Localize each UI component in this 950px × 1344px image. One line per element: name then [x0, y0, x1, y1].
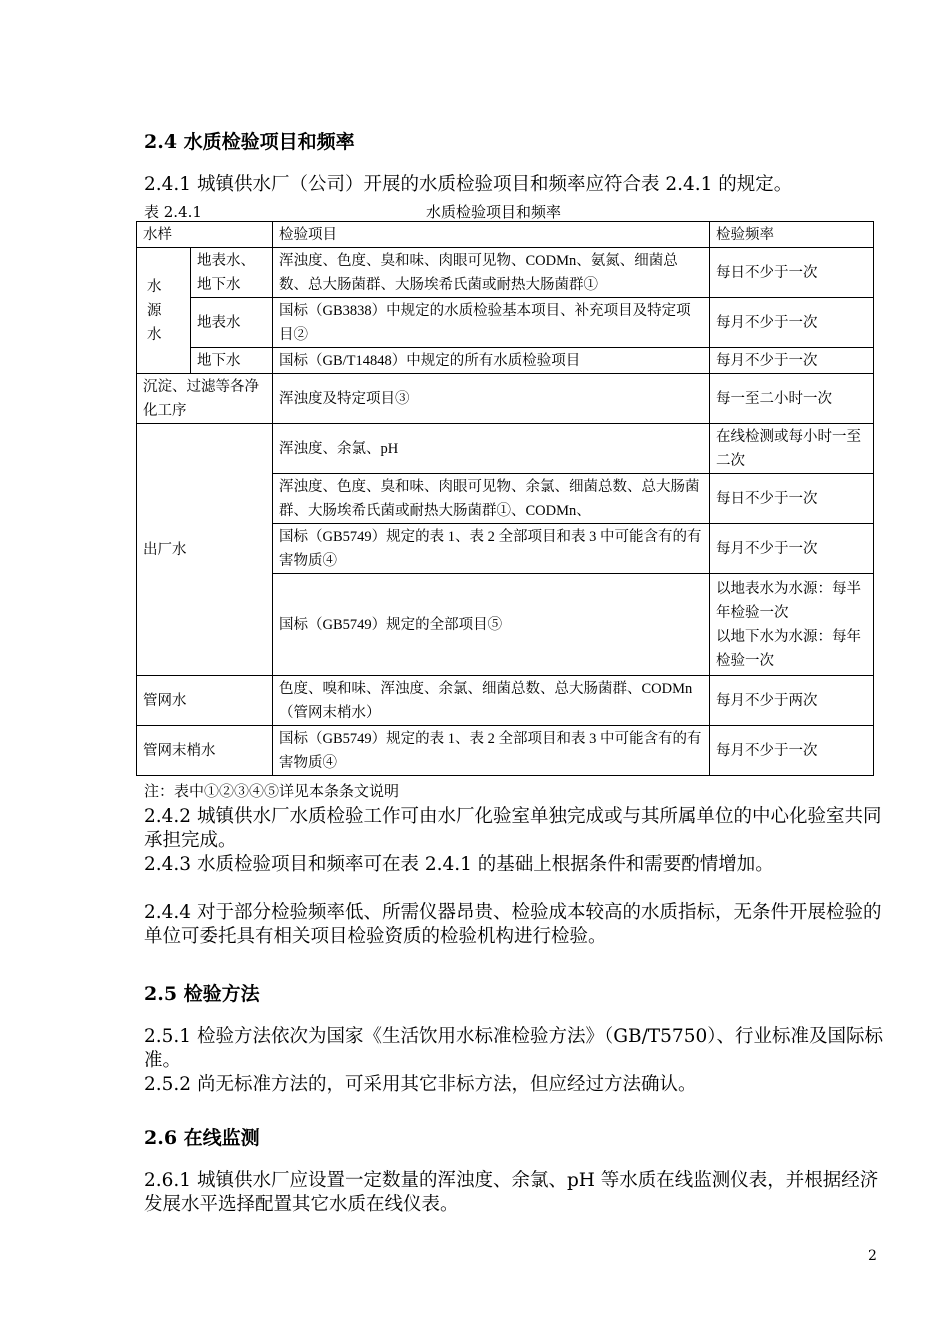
- paragraph-2-4-3: 2.4.3 水质检验项目和频率可在表 2.4.1 的基础上根据条件和需要酌情增加。: [144, 854, 774, 875]
- table-row: [137, 726, 874, 776]
- test-items: 国标（GB5749）规定的表 1、表 2 全部项目和表 3 中可能含有的有害物质④: [273, 524, 710, 574]
- test-items: 浑浊度、余氯、pH: [273, 424, 710, 474]
- table-title: 水质检验项目和频率: [426, 203, 562, 221]
- header-items: 检验项目: [273, 222, 710, 248]
- network-water-label: 管网水: [137, 676, 273, 726]
- test-frequency: 每月不少于一次: [710, 348, 874, 374]
- paragraph-2-6-1: 2.6.1 城镇供水厂应设置一定数量的浑浊度、余氯、pH 等水质在线监测仪表，并根据经济发展水平选择配置其它水质在线仪表。: [144, 1170, 879, 1215]
- test-frequency: 以地表水为水源：每半年检验一次 以地下水为水源：每年检验一次: [710, 574, 874, 676]
- table-note: 注：表中①②③④⑤详见本条条文说明: [144, 782, 400, 800]
- test-frequency: 每日不少于一次: [710, 248, 874, 298]
- header-frequency: 检验频率: [710, 222, 874, 248]
- paragraph-2-4-4: 2.4.4 对于部分检验频率低、所需仪器昂贵、检验成本较高的水质指标，无条件开展检验的单位可委托具有相关项目检验资质的检验机构进行检验。: [144, 902, 882, 947]
- table-row: [137, 298, 874, 348]
- test-frequency: 每月不少于一次: [710, 524, 874, 574]
- table-row: [137, 676, 874, 726]
- test-frequency: 每月不少于两次: [710, 676, 874, 726]
- table-row: [137, 374, 874, 424]
- test-items: 国标（GB3838）中规定的水质检验基本项目、补充项目及特定项目②: [273, 298, 710, 348]
- test-frequency: 每月不少于一次: [710, 726, 874, 776]
- sample-type: 地表水: [191, 298, 273, 348]
- test-items: 国标（GB5749）规定的全部项目⑤: [273, 574, 710, 676]
- table-label: 表 2.4.1: [144, 203, 202, 221]
- paragraph-2-4-1: 2.4.1 城镇供水厂（公司）开展的水质检验项目和频率应符合表 2.4.1 的规定。: [144, 174, 793, 195]
- test-items: 国标（GB5749）规定的表 1、表 2 全部项目和表 3 中可能含有的有害物质④: [273, 726, 710, 776]
- test-items: 浑浊度、色度、臭和味、肉眼可见物、CODMn、氨氮、细菌总数、总大肠菌群、大肠埃希氏菌或耐热大肠菌群①: [273, 248, 710, 298]
- sample-type: 地下水: [191, 348, 273, 374]
- section-2-4-title: 2.4 水质检验项目和频率: [144, 131, 355, 153]
- table-header-row: [137, 222, 874, 248]
- process-label: 沉淀、过滤等各净化工序: [137, 374, 273, 424]
- source-water-label: 水 源 水: [137, 248, 191, 374]
- test-frequency: 在线检测或每小时一至二次: [710, 424, 874, 474]
- paragraph-2-5-2: 2.5.2 尚无标准方法的，可采用其它非标方法，但应经过方法确认。: [144, 1074, 697, 1095]
- header-sample: 水样: [137, 222, 273, 248]
- table-row: [137, 348, 874, 374]
- test-items: 色度、嗅和味、浑浊度、余氯、细菌总数、总大肠菌群、CODMn（管网末梢水）: [273, 676, 710, 726]
- paragraph-2-4-2: 2.4.2 城镇供水厂水质检验工作可由水厂化验室单独完成或与其所属单位的中心化验室共同承担完成。: [144, 806, 882, 851]
- test-items: 国标（GB/T14848）中规定的所有水质检验项目: [273, 348, 710, 374]
- table-row: [137, 424, 874, 474]
- water-quality-table: [136, 221, 874, 776]
- finished-water-label: 出厂水: [137, 424, 273, 676]
- table-row: [137, 248, 874, 298]
- test-frequency: 每日不少于一次: [710, 474, 874, 524]
- test-items: 浑浊度、色度、臭和味、肉眼可见物、余氯、细菌总数、总大肠菌群、大肠埃希氏菌或耐热大肠菌群①、CODMn、: [273, 474, 710, 524]
- section-2-6-title: 2.6 在线监测: [144, 1127, 260, 1149]
- table-caption: [144, 201, 874, 221]
- test-frequency: 每一至二小时一次: [710, 374, 874, 424]
- section-2-5-title: 2.5 检验方法: [144, 983, 260, 1005]
- test-frequency: 每月不少于一次: [710, 298, 874, 348]
- sample-type: 地表水、地下水: [191, 248, 273, 298]
- paragraph-2-5-1: 2.5.1 检验方法依次为国家《生活饮用水标准检验方法》（GB/T5750）、行业标准及国际标准。: [144, 1026, 883, 1071]
- page-number: 2: [868, 1248, 877, 1264]
- test-items: 浑浊度及特定项目③: [273, 374, 710, 424]
- network-end-water-label: 管网末梢水: [137, 726, 273, 776]
